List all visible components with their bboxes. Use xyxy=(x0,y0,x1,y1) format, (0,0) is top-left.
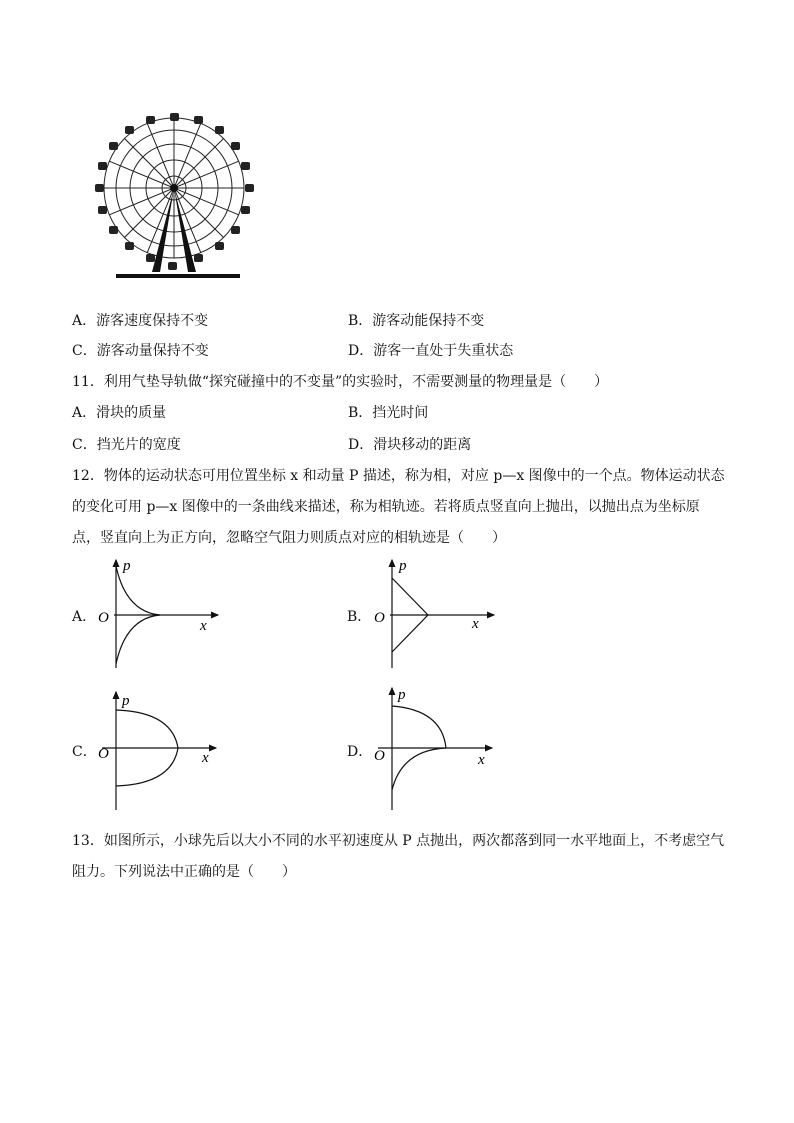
q12-graph-c-origin: O xyxy=(98,746,109,762)
q12-option-c-label: C． xyxy=(72,744,97,760)
q13-stem-line-1: 13．如图所示，小球先后以大小不同的水平初速度从 P 点抛出，两次都落到同一水平地面上，不考虑空气 xyxy=(72,833,725,849)
q12-graph-d-axis-x: x xyxy=(478,752,485,768)
q12-graph-d xyxy=(368,684,498,812)
q12-graph-a xyxy=(92,556,222,670)
q12-graph-d-origin: O xyxy=(374,748,385,764)
q12-graph-c-axis-x: x xyxy=(202,750,209,766)
q12-option-b-label: B． xyxy=(347,609,372,625)
q12-stem-line-1: 12．物体的运动状态可用位置坐标 x 和动量 P 描述，称为相，对应 p—x 图像中的一个点。物体运动状态 xyxy=(72,468,725,484)
q10-option-d: D．游客一直处于失重状态 xyxy=(348,343,514,359)
q12-graph-b-origin: O xyxy=(374,610,385,626)
q12-graph-a-axis-x: x xyxy=(200,618,207,634)
q12-graph-d-axis-p: p xyxy=(398,687,406,703)
q11-option-b: B．挡光时间 xyxy=(348,405,429,421)
q12-graph-b xyxy=(368,556,498,670)
q10-option-a: A．游客速度保持不变 xyxy=(72,313,209,329)
q12-graph-c xyxy=(92,688,222,812)
q12-stem-line-2: 的变化可用 p—x 图像中的一条曲线来描述，称为相轨迹。若将质点竖直向上抛出，以抛出点为坐标原 xyxy=(72,499,700,515)
q12-option-a-label: A． xyxy=(72,609,97,625)
q12-graph-b-axis-x: x xyxy=(472,616,479,632)
q10-option-c: C．游客动量保持不变 xyxy=(72,343,209,359)
q11-stem: 11．利用气垫导轨做“探究碰撞中的不变量”的实验时，不需要测量的物理量是（ ） xyxy=(72,374,609,390)
q10-option-b: B．游客动能保持不变 xyxy=(348,313,485,329)
ferris-wheel-figure xyxy=(90,112,270,284)
q12-graph-a-origin: O xyxy=(98,610,109,626)
q13-stem-line-2: 阻力。下列说法中正确的是（ ） xyxy=(72,864,296,880)
q12-graph-c-axis-p: p xyxy=(122,693,130,709)
q11-option-c: C．挡光片的宽度 xyxy=(72,437,181,453)
q12-stem-line-3: 点，竖直向上为正方向，忽略空气阻力则质点对应的相轨迹是（ ） xyxy=(72,530,506,546)
q12-graph-a-axis-p: p xyxy=(123,558,131,574)
q11-option-d: D．滑块移动的距离 xyxy=(348,437,472,453)
q11-option-a: A．滑块的质量 xyxy=(72,405,167,421)
q12-option-d-label: D． xyxy=(347,744,373,760)
q12-graph-b-axis-p: p xyxy=(399,558,407,574)
